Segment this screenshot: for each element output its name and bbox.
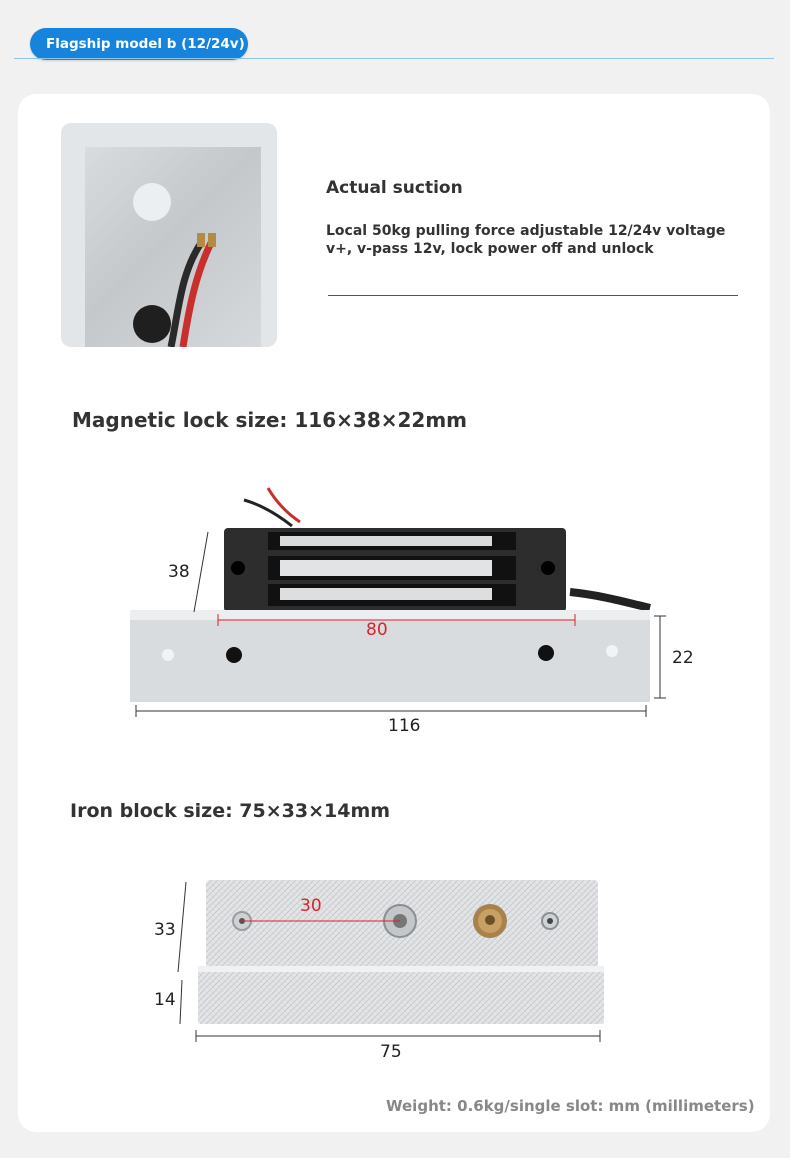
iron-length-label: 75 bbox=[380, 1042, 402, 1062]
iron-width-label: 33 bbox=[154, 920, 176, 940]
model-label-pill: Flagship model b (12/24v) bbox=[30, 28, 248, 60]
iron-thickness-label: 14 bbox=[154, 990, 176, 1010]
lock-height-label: 38 bbox=[168, 562, 190, 582]
magnetic-lock-title: Magnetic lock size: 116×38×22mm bbox=[72, 408, 467, 432]
iron-spacing-label: 30 bbox=[300, 896, 322, 916]
lock-spacing-label: 80 bbox=[366, 620, 388, 640]
lock-length-label: 116 bbox=[388, 716, 421, 736]
weight-note: Weight: 0.6kg/single slot: mm (millimeters) bbox=[386, 1097, 755, 1115]
iron-block-title: Iron block size: 75×33×14mm bbox=[70, 800, 391, 822]
lock-depth-label: 22 bbox=[672, 648, 694, 668]
suction-title: Actual suction bbox=[326, 178, 463, 198]
suction-description: Local 50kg pulling force adjustable 12/24v voltage v+, v-pass 12v, lock power off and unlock bbox=[326, 223, 726, 257]
